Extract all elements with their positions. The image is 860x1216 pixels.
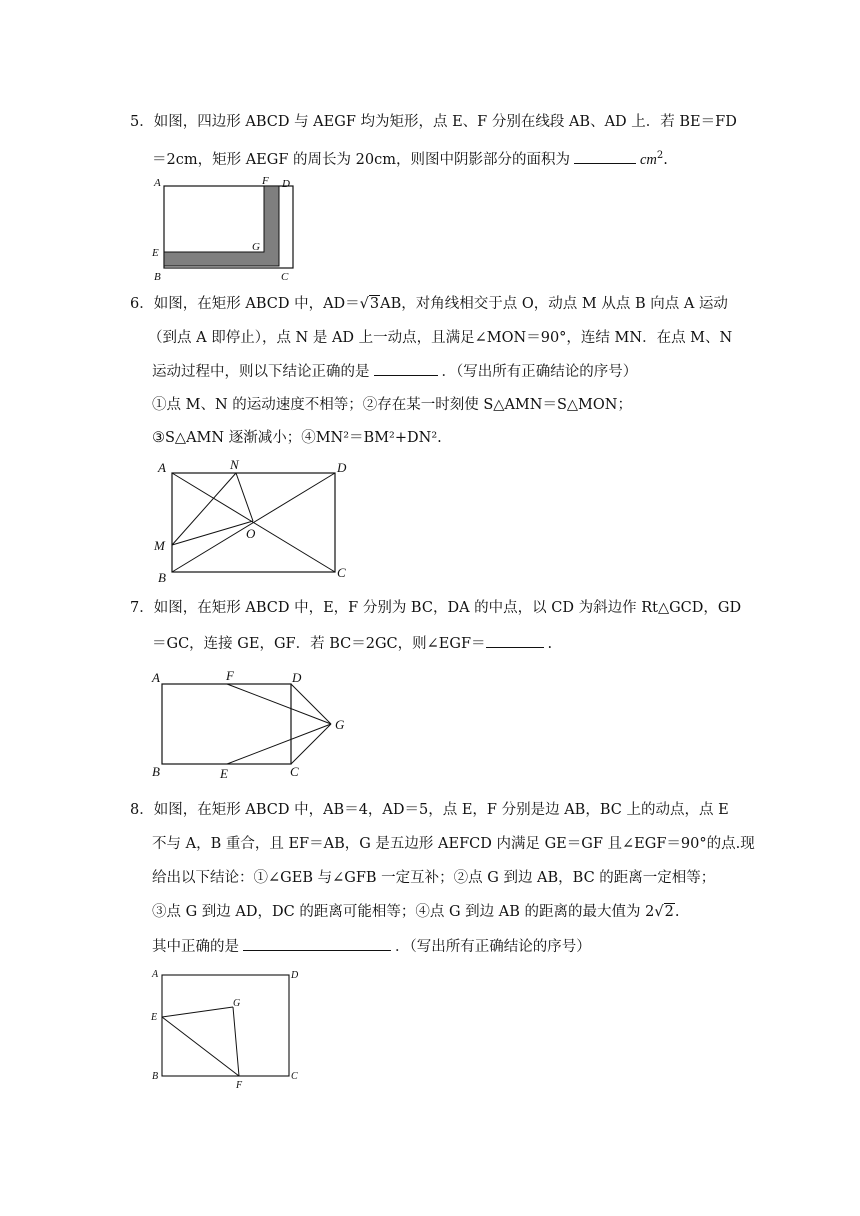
q8-text-4a: ③点 G 到边 AD，DC 的距离可能相等；④点 G 到边 AB 的距离的最大值为 2 — [152, 904, 655, 920]
segment-mn — [172, 473, 236, 545]
segment-eg — [162, 1007, 233, 1017]
label-f: F — [262, 175, 269, 187]
q8-line-3 — [152, 868, 715, 888]
label-d: D — [337, 460, 347, 475]
segment-om — [172, 521, 253, 545]
q6-text-4: ①点 M、N 的运动速度不相等；②存在某一时刻使 S△AMN＝S△MON； — [152, 397, 632, 413]
sqrt-radicand: 3 — [369, 296, 380, 312]
question-number: 8． — [130, 802, 154, 818]
label-g: G — [335, 717, 345, 732]
q8-line-4 — [152, 902, 679, 922]
label-n: N — [230, 457, 239, 472]
q6-line-5 — [152, 428, 442, 448]
label-m: M — [154, 538, 165, 553]
answer-blank[interactable] — [574, 149, 636, 164]
period: . — [547, 636, 553, 652]
question-number: 5． — [130, 114, 154, 130]
question-number: 7． — [130, 600, 154, 616]
rect-abcd — [162, 975, 289, 1076]
q8-text-5b: ．（写出所有正确结论的序号） — [395, 939, 591, 955]
q6-text-1b: AB，对角线相交于点 O，动点 M 从点 B 向点 A 运动 — [380, 296, 728, 312]
label-c: C — [290, 764, 299, 779]
segment-fg — [227, 684, 331, 724]
shaded-region — [164, 186, 279, 266]
label-a: A — [152, 670, 160, 685]
q6-line-3 — [152, 361, 637, 382]
label-c: C — [337, 565, 346, 580]
segment-cg — [291, 724, 331, 764]
period: . — [674, 904, 680, 920]
sqrt-symbol: √3 — [359, 296, 380, 312]
segment-gf — [233, 1007, 239, 1076]
label-a: A — [152, 969, 159, 980]
unit-exponent: 2 — [656, 150, 664, 161]
label-c: C — [291, 1071, 298, 1082]
q6-line-2 — [148, 328, 732, 348]
label-o: O — [246, 526, 256, 541]
label-b: B — [152, 1071, 159, 1082]
segment-ef — [162, 1017, 239, 1076]
q6-text-2: （到点 A 即停止），点 N 是 AD 上一动点，且满足∠MON＝90°，连结 MN．在点 M、N — [148, 330, 733, 346]
answer-blank[interactable] — [486, 633, 544, 648]
q6-line-1 — [130, 294, 728, 314]
label-f: F — [236, 1080, 243, 1091]
label-d: D — [291, 970, 299, 981]
answer-blank[interactable] — [243, 936, 391, 951]
q6-figure — [148, 456, 358, 586]
q5-text-2: ＝2cm，矩形 AEGF 的周长为 20cm，则图中阴影部分的面积为 — [152, 151, 570, 168]
q7-figure — [148, 664, 353, 782]
label-b: B — [154, 271, 161, 283]
rect-abcd — [162, 684, 291, 764]
label-c: C — [281, 271, 289, 283]
q8-line-1 — [130, 800, 729, 820]
label-e: E — [151, 1012, 158, 1023]
label-e: E — [152, 247, 159, 259]
q6-text-1a: 如图，在矩形 ABCD 中，AD＝ — [153, 296, 360, 312]
q5-line-2 — [152, 146, 668, 170]
q7-text-2: ＝GC，连接 GE，GF．若 BC＝2GC，则∠EGF＝ — [152, 636, 486, 652]
sqrt-symbol: √2 — [654, 904, 674, 920]
segment-eg — [227, 724, 331, 764]
period: . — [663, 151, 668, 168]
q5-line-1 — [130, 112, 737, 132]
q8-figure — [148, 964, 308, 1092]
question-number: 6． — [130, 296, 154, 312]
label-b: B — [158, 570, 166, 585]
q6-text-5: ③S△AMN 逐渐减小；④MN²＝BM²+DN². — [152, 430, 442, 446]
sqrt-radicand: 2 — [664, 904, 674, 920]
q7-line-2 — [152, 633, 552, 654]
label-g: G — [252, 241, 260, 253]
segment-dg — [291, 684, 331, 724]
q8-text-3: 给出以下结论：①∠GEB 与∠GFB 一定互补；②点 G 到边 AB，BC 的距离一定相等； — [152, 870, 716, 886]
label-d: D — [282, 178, 290, 190]
label-a: A — [158, 460, 166, 475]
q7-text-1: 如图，在矩形 ABCD 中，E，F 分别为 BC，DA 的中点，以 CD 为斜边作 Rt△GCD，GD — [153, 600, 742, 616]
q6-text-3a: 运动过程中，则以下结论正确的是 — [152, 364, 370, 380]
q8-text-5a: 其中正确的是 — [152, 939, 239, 955]
q8-text-1: 如图，在矩形 ABCD 中，AB＝4，AD＝5，点 E，F 分别是边 AB，BC 上的动点，点 E — [153, 802, 729, 818]
q5-figure — [148, 172, 298, 284]
unit: cm — [639, 151, 657, 168]
label-f: F — [226, 668, 234, 683]
q5-text-1: 如图，四边形 ABCD 与 AEGF 均为矩形，点 E、F 分别在线段 AB、AD 上．若 BE＝FD — [153, 114, 737, 130]
q8-line-5 — [152, 936, 591, 957]
q6-text-3b: ．（写出所有正确结论的序号） — [441, 364, 638, 380]
label-e: E — [220, 766, 228, 781]
label-b: B — [152, 764, 160, 779]
label-a: A — [154, 177, 161, 189]
label-g: G — [233, 998, 241, 1009]
q6-line-4 — [152, 395, 632, 415]
q8-text-2: 不与 A，B 重合，且 EF＝AB，G 是五边形 AEFCD 内满足 GE＝GF 且∠EGF＝90°的点.现 — [152, 836, 755, 852]
answer-blank[interactable] — [374, 361, 438, 376]
q8-line-2 — [152, 834, 755, 854]
label-d: D — [292, 670, 302, 685]
q7-line-1 — [130, 598, 741, 618]
